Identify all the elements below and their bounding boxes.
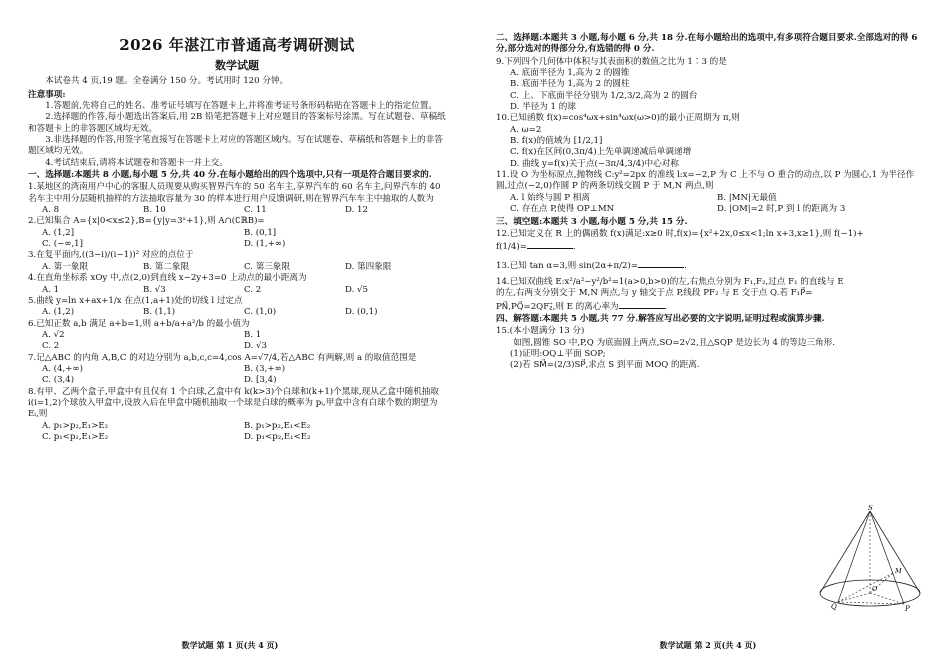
section-4-heading: 四、解答题:本题共 5 小题,共 77 分.解答应写出必要的文字说明,证明过程或演算步骤. bbox=[496, 313, 825, 324]
question-stem: 3.在复平面内,((3−i)/(i−1))² 对应的点位于 bbox=[28, 250, 194, 261]
answer-options bbox=[42, 205, 446, 216]
question-stem: 5.曲线 y=ln x+ax+1/x 在点(1,a+1)处的切线 l 过定点 bbox=[28, 295, 243, 306]
fill-q14-line2: 的左,右两支分别交于 M,N 两点,与 y 轴交于点 P,线段 PF₂ 与 E 交于点 Q.若 F₁P⃗= bbox=[496, 288, 813, 299]
edge-sq bbox=[838, 511, 870, 602]
answer-option: A. (1,2) bbox=[42, 307, 75, 318]
answer-options bbox=[510, 193, 924, 216]
question-stem: 2.已知集合 A={x|0<x≤2},B={y|y=3ˣ+1},则 A∩(∁ℝB)= bbox=[28, 216, 265, 227]
answer-options bbox=[42, 421, 446, 444]
section-2-heading: 二、选择题:本题共 3 小题,每小题 6 分,共 18 分.在每小题给出的选项中,有多项符合题目要求.全部选对的得 6 分,部分选对的得部分分,有选错的得 0 分. bbox=[496, 33, 918, 55]
notice-title: 注意事项: bbox=[28, 89, 66, 100]
answer-option: A. √2 bbox=[42, 329, 65, 340]
edge-qp bbox=[838, 602, 904, 604]
answer-option: C. 存在点 P,使得 OP⊥MN bbox=[510, 204, 615, 215]
answer-option: C. (3,4) bbox=[42, 375, 75, 386]
cone-figure bbox=[816, 505, 924, 617]
question-list-page-2 bbox=[496, 57, 924, 216]
notice-item: 1.答题前,先将自己的姓名、准考证号填写在答题卡上,并将准考证号条形码粘贴在答题卡上的指定位置。 bbox=[45, 101, 437, 111]
question-stem: 1.某地区的湾南用户中心的客服人员现要从购买智界汽车的 50 名车主,享界汽车的 60 名车主,问界汽车的 40 名车主中用分层随机抽样的方法抽取容量为 30 的样本进行用户反馈调研,则在智界汽车车主中抽取的人数为 bbox=[28, 182, 441, 204]
answer-option: D. p₁<p₂,E₁<E₂ bbox=[244, 431, 311, 442]
answer-option: B. 第二象限 bbox=[143, 261, 190, 272]
exam-subtitle: 数学试题 bbox=[215, 58, 259, 72]
answer-option: D. 12 bbox=[345, 205, 368, 216]
segment-op bbox=[870, 593, 904, 604]
notice-list bbox=[28, 101, 446, 169]
label-s: S bbox=[868, 505, 873, 512]
label-q: Q bbox=[831, 603, 837, 611]
answer-option: A. p₁>p₂,E₁>E₂ bbox=[42, 420, 109, 431]
answer-options bbox=[42, 285, 446, 296]
answer-blank bbox=[527, 240, 573, 249]
question-stem: 8.有甲、乙两个盒子,甲盒中有且仅有 1 个白球,乙盒中有 k(k>3)个白球和(k+1)个黑球,现从乙盒中随机抽取 i(i=1,2)个球放入甲盒中,设放入后在甲盒中随机抽取一个球是白球的概率为 pᵢ,甲盒中含有白球个数的期望为 Eᵢ,则 bbox=[28, 386, 439, 420]
answer-options bbox=[42, 228, 446, 251]
question-stem: 6.已知正数 a,b 满足 a+b=1,则 a+b/a+a²/b 的最小值为 bbox=[28, 318, 250, 329]
fill-q13-text: 13.已知 tan α=3,则 sin(2α+π/2)= bbox=[496, 260, 639, 271]
answer-blank bbox=[638, 259, 684, 268]
answer-option: B. (1,1) bbox=[143, 307, 176, 318]
answer-blank bbox=[619, 300, 665, 309]
question-stem: 10.已知函数 f(x)=cos⁴ωx+sin⁴ωx(ω>0)的最小正周期为 π,则 bbox=[496, 113, 740, 124]
fill-q14-line1: 14.已知双曲线 E:x²/a²−y²/b²=1(a>0,b>0)的左,右焦点分别为 F₁,F₂,过点 F₁ 的直线与 E bbox=[496, 276, 844, 287]
label-m: M bbox=[895, 567, 902, 575]
page-1-footer: 数学试题 第 1 页(共 4 页) bbox=[181, 640, 279, 651]
fill-q12-text: f(1/4)= bbox=[496, 242, 527, 253]
answer-option: B. |MN|无最值 bbox=[717, 192, 777, 203]
answer-option: D. 第四象限 bbox=[345, 261, 392, 272]
cone-right-edge bbox=[870, 511, 920, 593]
answer-options bbox=[42, 330, 446, 353]
section-1-heading: 一、选择题:本题共 8 小题,每小题 5 分,共 40 分.在每小题给出的四个选项中,只有一项是符合题目要求的. bbox=[28, 170, 432, 181]
answer-option: C. (1,0) bbox=[244, 307, 277, 318]
answer-option: B. 1 bbox=[244, 329, 262, 340]
segment-qm bbox=[838, 573, 893, 602]
question-stem: 4.在直角坐标系 xOy 中,点(2,0)到直线 x−2y+3=0 上动点的最小距离为 bbox=[28, 273, 307, 284]
answer-option: A. l 始终与圆 P 相离 bbox=[510, 192, 590, 203]
exam-page-1 bbox=[0, 0, 460, 659]
answer-option: C. p₁<p₂,E₁>E₂ bbox=[42, 431, 109, 442]
exam-info: 本试卷共 4 页,19 题。全卷满分 150 分。考试用时 120 分钟。 bbox=[45, 76, 289, 87]
question-stem: 7.记△ABC 的内角 A,B,C 的对边分别为 a,b,c,c=4,cos A=√7/4,若△ABC 有两解,则 a 的取值范围是 bbox=[28, 352, 417, 363]
answer-option: C. (−∞,1] bbox=[42, 239, 83, 250]
answer-option: B. √3 bbox=[143, 284, 166, 295]
fill-q13: 13.已知 tan α=3,则 sin(2α+π/2)= . bbox=[496, 260, 687, 271]
answer-options bbox=[42, 262, 446, 273]
fill-q12-line1: 12.已知定义在 R 上的偶函数 f(x)满足:x≥0 时,f(x)={x²+2x,0≤x<1;ln x+3,x≥1},则 f(−1)+ bbox=[496, 228, 864, 239]
answer-option: B. (0,1] bbox=[244, 227, 277, 238]
answer-option: A. 8 bbox=[42, 205, 60, 216]
answer-option: C. 11 bbox=[244, 205, 267, 216]
exam-page-2 bbox=[478, 0, 938, 659]
answer-option: A. ω=2 bbox=[510, 124, 542, 135]
fill-q12-line2: f(1/4)= . bbox=[496, 242, 576, 253]
section-3-heading: 三、填空题:本题共 3 小题,每小题 5 分,共 15 分. bbox=[496, 216, 688, 227]
answer-options bbox=[42, 307, 446, 318]
answer-option: A. (1,2] bbox=[42, 227, 75, 238]
answer-option: D. √3 bbox=[244, 341, 267, 352]
page-2-footer: 数学试题 第 2 页(共 4 页) bbox=[659, 640, 757, 651]
answer-option: C. 2 bbox=[244, 284, 262, 295]
q15-heading: 15.(本小题满分 13 分) bbox=[496, 326, 585, 337]
question-stem: 11.设 O 为坐标原点,抛物线 C:y²=2px 的准线 l:x=−2,P 为 C 上不与 O 重合的动点,以 P 为圆心,1 为半径作圆,过点(−2,0)作圆 P 的两条切线交圆 P 于 M,N 两点,则 bbox=[496, 170, 915, 192]
answer-option: D. 半径为 1 的球 bbox=[510, 102, 576, 113]
answer-option: A. (4,+∞) bbox=[42, 363, 83, 374]
q15-stem: 如图,圆锥 SO 中,P,Q 为底面圆上两点,SO=2√2,且△SQP 是边长为 4 的等边三角形. bbox=[513, 337, 835, 348]
answer-option: B. f(x)的值域为 [1/2,1] bbox=[510, 136, 603, 147]
answer-option: D. √5 bbox=[345, 284, 368, 295]
question-list-page-1 bbox=[28, 182, 446, 443]
answer-option: D. (0,1) bbox=[345, 307, 378, 318]
notice-item: 2.选择题的作答,每小题选出答案后,用 2B 铅笔把答题卡上对应题目的答案标号涂黑。写在试题卷、草稿纸和答题卡上的非答题区域均无效。 bbox=[28, 112, 446, 134]
notice-item: 3.非选择题的作答,用签字笔直接写在答题卡上对应的答题区域内。写在试题卷、草稿纸和答题卡上的非答题区域均无效。 bbox=[28, 135, 443, 157]
answer-option: C. f(x)在区间(0,3π/4)上先单调递减后单调递增 bbox=[510, 147, 692, 158]
answer-option: C. 第三象限 bbox=[244, 261, 291, 272]
question-stem: 9.下列四个几何体中体积与其表面积的数值之比为 1∶3 的是 bbox=[496, 56, 727, 67]
exam-title: 2026 年湛江市普通高考调研测试 bbox=[119, 36, 355, 54]
label-o: O bbox=[872, 585, 878, 593]
answer-option: B. 10 bbox=[143, 205, 166, 216]
answer-option: D. [3,4) bbox=[244, 375, 277, 386]
fill-q14-text: PN⃗,PQ⃗=2QF₂⃗,则 E 的离心率为 bbox=[496, 301, 619, 312]
q15-part-2: (2)若 SM⃗=(2/3)SP⃗,求点 S 到平面 MOQ 的距离. bbox=[510, 360, 700, 371]
answer-option: B. p₁>p₂,E₁<E₂ bbox=[244, 420, 311, 431]
answer-options bbox=[42, 364, 446, 387]
fill-q14-line3: PN⃗,PQ⃗=2QF₂⃗,则 E 的离心率为 . bbox=[496, 301, 668, 312]
answer-option: B. (3,+∞) bbox=[244, 363, 286, 374]
answer-option: C. 2 bbox=[42, 341, 60, 352]
label-p: P bbox=[905, 605, 910, 613]
answer-option: C. 上、下底面半径分别为 1/2,3/2,高为 2 的圆台 bbox=[510, 90, 698, 101]
answer-option: D. |OM|=2 时,P 到 l 的距离为 3 bbox=[717, 204, 846, 215]
segment-oq bbox=[838, 593, 870, 602]
answer-option: A. 1 bbox=[42, 284, 60, 295]
answer-option: A. 第一象限 bbox=[42, 261, 89, 272]
answer-option: B. 底面半径为 1,高为 2 的圆柱 bbox=[510, 79, 630, 90]
cone-left-edge bbox=[820, 511, 870, 593]
notice-item: 4.考试结束后,请将本试题卷和答题卡一并上交。 bbox=[45, 157, 228, 168]
answer-option: D. (1,+∞) bbox=[244, 239, 286, 250]
answer-option: A. 底面半径为 1,高为 2 的圆锥 bbox=[510, 68, 630, 79]
answer-option: D. 曲线 y=f(x)关于点(−3π/4,3/4)中心对称 bbox=[510, 158, 679, 169]
q15-part-1: (1)证明:OQ⊥平面 SOP; bbox=[510, 348, 606, 359]
